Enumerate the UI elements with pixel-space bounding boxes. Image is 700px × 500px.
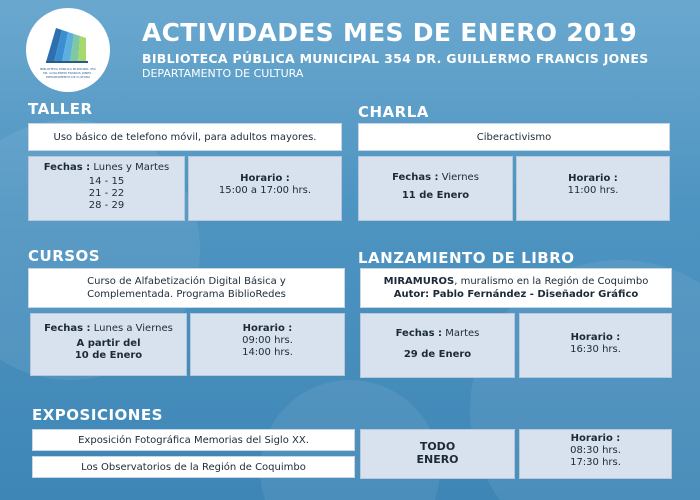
taller-fechas-days: Lunes y Martes — [90, 162, 170, 173]
cursos-fechas-box — [30, 313, 187, 376]
book-pages-icon — [42, 22, 94, 66]
taller-title: TALLER — [28, 100, 93, 118]
taller-horario: 15:00 a 17:00 hrs. — [218, 185, 312, 196]
lanzamiento-author: Autor: Pablo Fernández - Diseñador Gráfico — [393, 289, 639, 300]
library-name: BIBLIOTECA PÚBLICA MUNICIPAL 354 DR. GUILLERMO FRANCIS JONES — [142, 51, 649, 66]
library-logo — [26, 8, 110, 92]
cursos-horario: 09:00 hrs. — [242, 335, 293, 346]
exposiciones-horario-label: Horario : — [570, 433, 621, 444]
cursos-horario: 14:00 hrs. — [242, 347, 293, 358]
taller-description-text: Uso básico de telefono móvil, para adultos mayores. — [53, 131, 317, 143]
taller-date: 21 - 22 — [88, 188, 125, 199]
lanzamiento-horario-box — [519, 313, 672, 378]
taller-horario-label: Horario : — [240, 173, 290, 184]
taller-horario-box — [188, 156, 342, 221]
exposiciones-period: ENERO — [416, 453, 459, 466]
exposicion-item-text: Los Observatorios de la Región de Coquimbo — [81, 461, 306, 473]
exposicion-item-text: Exposición Fotográfica Memorias del Siglo XX. — [78, 434, 309, 446]
taller-description — [28, 123, 342, 151]
exposicion-item — [32, 456, 355, 478]
charla-title: CHARLA — [358, 103, 429, 121]
charla-horario-label: Horario : — [568, 173, 618, 184]
charla-description-text: Ciberactivismo — [476, 131, 552, 143]
logo-text: BIBLIOTECA PÚBLICA MUNICIPAL 354 DR. GUILLERMO FRANCIS JONES · DEPARTAMENTO DE CULTURA — [40, 66, 96, 79]
cursos-date-line: 10 de Enero — [74, 350, 143, 361]
charla-fechas-days: Viernes — [438, 172, 479, 183]
exposiciones-period-box — [360, 429, 515, 479]
exposiciones-period: TODO — [419, 440, 456, 453]
exposiciones-horario: 17:30 hrs. — [570, 457, 621, 468]
lanzamiento-description-text: , muralismo en la Región de Coquimbo — [454, 276, 649, 287]
department-name: DEPARTAMENTO DE CULTURA — [142, 67, 304, 80]
cursos-horario-box — [190, 313, 345, 376]
taller-fechas-label: Fechas : — [43, 162, 91, 173]
taller-date: 28 - 29 — [88, 200, 125, 211]
cursos-title: CURSOS — [28, 247, 101, 265]
cursos-description — [28, 268, 345, 308]
cursos-date-line: A partir del — [76, 338, 141, 349]
lanzamiento-horario: 16:30 hrs. — [570, 344, 621, 355]
lanzamiento-date: 29 de Enero — [403, 349, 472, 360]
taller-fechas-box — [28, 156, 185, 221]
exposicion-item — [32, 429, 355, 451]
cursos-horario-label: Horario : — [242, 323, 293, 334]
lanzamiento-description — [360, 268, 672, 308]
taller-date: 14 - 15 — [88, 176, 125, 187]
charla-description — [358, 123, 670, 151]
lanzamiento-title: LANZAMIENTO DE LIBRO — [358, 249, 575, 267]
lanzamiento-fechas-box — [360, 313, 515, 378]
charla-fechas-label: Fechas : — [392, 172, 439, 183]
poster-title: ACTIVIDADES MES DE ENERO 2019 — [142, 18, 638, 47]
exposiciones-horario: 08:30 hrs. — [570, 445, 621, 456]
charla-horario-box — [516, 156, 670, 221]
cursos-description-line: Curso de Alfabetización Digital Básica y — [87, 276, 286, 287]
lanzamiento-horario-label: Horario : — [570, 332, 621, 343]
lanzamiento-fechas-label: Fechas : — [395, 328, 443, 339]
exposiciones-title: EXPOSICIONES — [32, 406, 163, 424]
lanzamiento-fechas-days: Martes — [442, 328, 480, 339]
exposiciones-horario-box — [519, 429, 672, 479]
cursos-fechas-label: Fechas : — [44, 323, 91, 334]
charla-date: 11 de Enero — [401, 190, 470, 201]
charla-fechas-box — [358, 156, 513, 221]
cursos-fechas-days: Lunes a Viernes — [90, 323, 173, 334]
charla-horario: 11:00 hrs. — [567, 185, 619, 196]
cursos-description-line: Complementada. Programa BiblioRedes — [87, 289, 286, 300]
lanzamiento-book-title: MIRAMUROS — [383, 276, 455, 287]
